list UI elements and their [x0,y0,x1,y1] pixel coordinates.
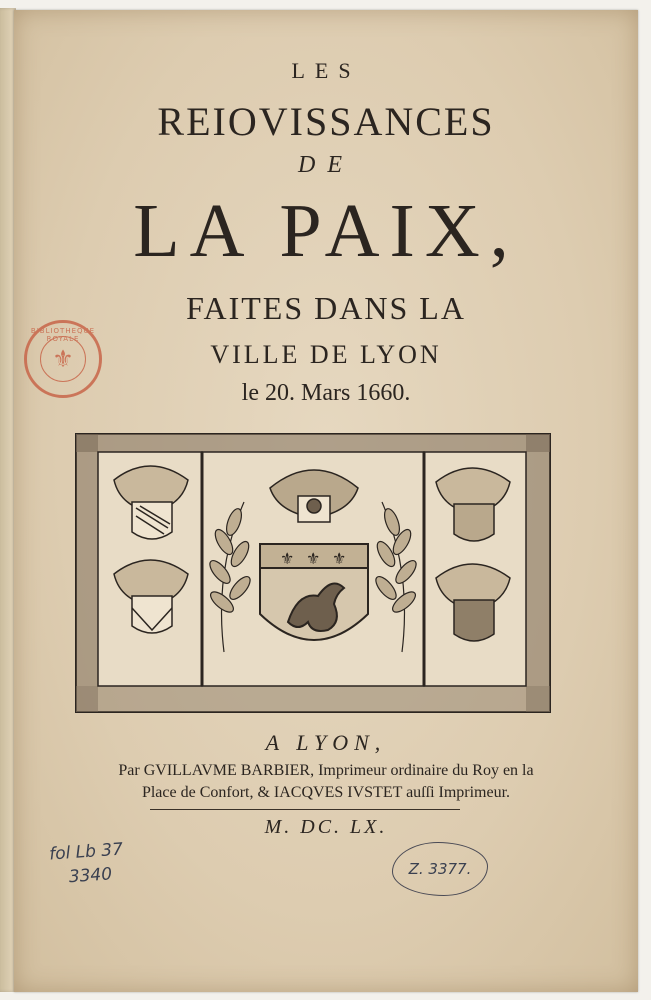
handwritten-shelfmark [48,837,125,890]
title-line-de: DE [298,152,354,178]
title-line-les: LES [291,58,361,83]
title-line-date: le 20. Mars 1660. [241,380,411,406]
shelfmark-line2: 3340 [68,864,113,888]
lion-shield-icon [260,544,368,640]
imprint-place: A LYON, [265,730,387,755]
imprint-printer-line1: Par GVILLAVME BARBIER, Imprimeur ordinaire du Roy en la [118,762,534,779]
shelfmark-line1: fol Lb 37 [48,839,124,865]
imprint-year: M. DC. LX. [264,816,388,838]
stamp-text: BIBLIOTHEQUE ROYALE [30,327,96,343]
fleur-de-lis-icon: ⚜ [40,336,86,382]
title-line-ville: VILLE DE LYON [210,340,442,369]
call-number: Z. 3377. [392,842,488,896]
svg-text:⚜: ⚜ [332,549,347,568]
svg-text:⚜: ⚜ [280,549,295,568]
title-line-reiovissances: REIOVISSANCES [157,99,495,144]
title-line-la-paix: LA PAIX, [133,189,519,273]
coat-of-arms-engraving [74,432,552,714]
svg-text:⚜: ⚜ [306,549,321,568]
imprint-printer-line2: Place de Confort, & IACQVES IVSTET auſſi Imprimeur. [141,784,511,801]
library-stamp [24,320,102,398]
title-line-faites: FAITES DANS LA [186,290,466,326]
imprint-rule [150,809,460,810]
